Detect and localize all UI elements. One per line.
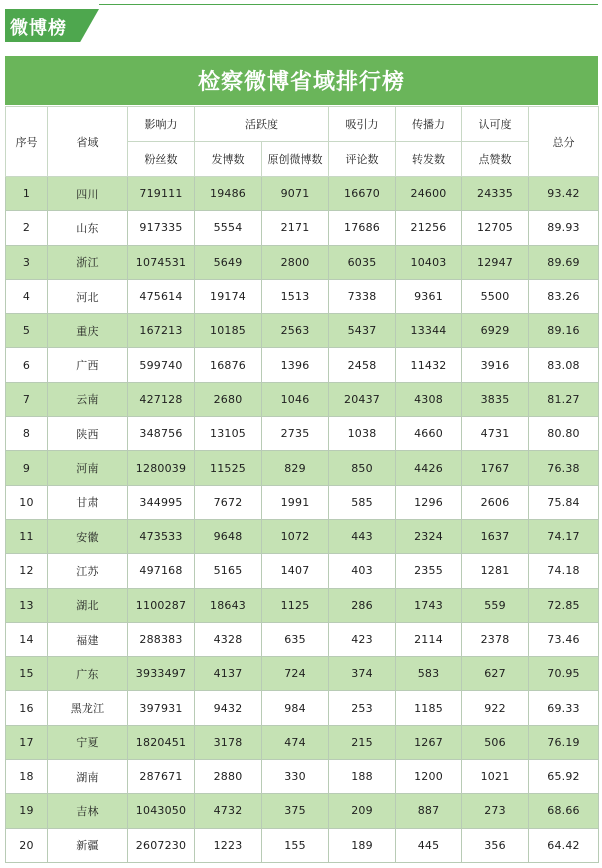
fans-cell: 427128 bbox=[128, 382, 195, 416]
posts-cell: 1223 bbox=[195, 828, 262, 862]
original-cell: 1125 bbox=[262, 588, 329, 622]
fans-cell: 3933497 bbox=[128, 657, 195, 691]
likes-cell: 627 bbox=[462, 657, 529, 691]
header-original: 原创微博数 bbox=[262, 142, 329, 177]
likes-cell: 3835 bbox=[462, 382, 529, 416]
likes-cell: 559 bbox=[462, 588, 529, 622]
rank-cell: 17 bbox=[6, 725, 48, 759]
posts-cell: 19486 bbox=[195, 177, 262, 211]
rank-cell: 7 bbox=[6, 382, 48, 416]
rank-cell: 10 bbox=[6, 485, 48, 519]
original-cell: 1046 bbox=[262, 382, 329, 416]
reposts-cell: 11432 bbox=[396, 348, 462, 382]
reposts-cell: 1296 bbox=[396, 485, 462, 519]
likes-cell: 1281 bbox=[462, 554, 529, 588]
reposts-cell: 2324 bbox=[396, 519, 462, 553]
reposts-cell: 4308 bbox=[396, 382, 462, 416]
original-cell: 829 bbox=[262, 451, 329, 485]
province-cell: 安徽 bbox=[48, 519, 128, 553]
comments-cell: 253 bbox=[329, 691, 396, 725]
province-cell: 江苏 bbox=[48, 554, 128, 588]
comments-cell: 7338 bbox=[329, 279, 396, 313]
likes-cell: 12705 bbox=[462, 211, 529, 245]
total-cell: 73.46 bbox=[529, 622, 599, 656]
original-cell: 2735 bbox=[262, 417, 329, 451]
reposts-cell: 4426 bbox=[396, 451, 462, 485]
fans-cell: 344995 bbox=[128, 485, 195, 519]
comments-cell: 286 bbox=[329, 588, 396, 622]
fans-cell: 917335 bbox=[128, 211, 195, 245]
original-cell: 375 bbox=[262, 794, 329, 828]
fans-cell: 1100287 bbox=[128, 588, 195, 622]
reposts-cell: 4660 bbox=[396, 417, 462, 451]
reposts-cell: 13344 bbox=[396, 314, 462, 348]
rank-cell: 5 bbox=[6, 314, 48, 348]
table-row bbox=[6, 382, 599, 416]
posts-cell: 9648 bbox=[195, 519, 262, 553]
posts-cell: 4328 bbox=[195, 622, 262, 656]
table-row bbox=[6, 760, 599, 794]
comments-cell: 374 bbox=[329, 657, 396, 691]
original-cell: 2800 bbox=[262, 245, 329, 279]
original-cell: 2171 bbox=[262, 211, 329, 245]
top-divider-line bbox=[99, 4, 598, 5]
total-cell: 76.38 bbox=[529, 451, 599, 485]
rank-cell: 18 bbox=[6, 760, 48, 794]
header-rank: 序号 bbox=[6, 107, 48, 177]
reposts-cell: 10403 bbox=[396, 245, 462, 279]
original-cell: 474 bbox=[262, 725, 329, 759]
total-cell: 89.69 bbox=[529, 245, 599, 279]
posts-cell: 18643 bbox=[195, 588, 262, 622]
fans-cell: 1280039 bbox=[128, 451, 195, 485]
table-row bbox=[6, 554, 599, 588]
fans-cell: 599740 bbox=[128, 348, 195, 382]
posts-cell: 5554 bbox=[195, 211, 262, 245]
original-cell: 984 bbox=[262, 691, 329, 725]
table-row bbox=[6, 245, 599, 279]
original-cell: 2563 bbox=[262, 314, 329, 348]
comments-cell: 585 bbox=[329, 485, 396, 519]
comments-cell: 16670 bbox=[329, 177, 396, 211]
comments-cell: 188 bbox=[329, 760, 396, 794]
ranking-table bbox=[5, 106, 599, 863]
fans-cell: 348756 bbox=[128, 417, 195, 451]
original-cell: 330 bbox=[262, 760, 329, 794]
header-influence: 影响力 bbox=[128, 107, 195, 142]
reposts-cell: 445 bbox=[396, 828, 462, 862]
original-cell: 1407 bbox=[262, 554, 329, 588]
reposts-cell: 21256 bbox=[396, 211, 462, 245]
header-reposts: 转发数 bbox=[396, 142, 462, 177]
header-attraction: 吸引力 bbox=[329, 107, 396, 142]
rank-cell: 6 bbox=[6, 348, 48, 382]
likes-cell: 356 bbox=[462, 828, 529, 862]
posts-cell: 2880 bbox=[195, 760, 262, 794]
province-cell: 宁夏 bbox=[48, 725, 128, 759]
table-row bbox=[6, 588, 599, 622]
comments-cell: 6035 bbox=[329, 245, 396, 279]
header-likes: 点赞数 bbox=[462, 142, 529, 177]
likes-cell: 2378 bbox=[462, 622, 529, 656]
posts-cell: 5649 bbox=[195, 245, 262, 279]
posts-cell: 13105 bbox=[195, 417, 262, 451]
header-comments: 评论数 bbox=[329, 142, 396, 177]
original-cell: 1072 bbox=[262, 519, 329, 553]
header-spread: 传播力 bbox=[396, 107, 462, 142]
comments-cell: 215 bbox=[329, 725, 396, 759]
header-fans: 粉丝数 bbox=[128, 142, 195, 177]
original-cell: 155 bbox=[262, 828, 329, 862]
total-cell: 89.16 bbox=[529, 314, 599, 348]
comments-cell: 2458 bbox=[329, 348, 396, 382]
fans-cell: 167213 bbox=[128, 314, 195, 348]
province-cell: 黑龙江 bbox=[48, 691, 128, 725]
total-cell: 75.84 bbox=[529, 485, 599, 519]
posts-cell: 9432 bbox=[195, 691, 262, 725]
posts-cell: 3178 bbox=[195, 725, 262, 759]
province-cell: 新疆 bbox=[48, 828, 128, 862]
province-cell: 甘肃 bbox=[48, 485, 128, 519]
reposts-cell: 1743 bbox=[396, 588, 462, 622]
header-recognition: 认可度 bbox=[462, 107, 529, 142]
posts-cell: 5165 bbox=[195, 554, 262, 588]
posts-cell: 19174 bbox=[195, 279, 262, 313]
province-cell: 河南 bbox=[48, 451, 128, 485]
header-total: 总分 bbox=[529, 107, 599, 177]
fans-cell: 288383 bbox=[128, 622, 195, 656]
total-cell: 80.80 bbox=[529, 417, 599, 451]
fans-cell: 473533 bbox=[128, 519, 195, 553]
posts-cell: 4732 bbox=[195, 794, 262, 828]
table-row bbox=[6, 485, 599, 519]
likes-cell: 922 bbox=[462, 691, 529, 725]
table-row bbox=[6, 725, 599, 759]
rank-cell: 11 bbox=[6, 519, 48, 553]
total-cell: 65.92 bbox=[529, 760, 599, 794]
province-cell: 广东 bbox=[48, 657, 128, 691]
likes-cell: 273 bbox=[462, 794, 529, 828]
likes-cell: 6929 bbox=[462, 314, 529, 348]
reposts-cell: 2355 bbox=[396, 554, 462, 588]
rank-cell: 2 bbox=[6, 211, 48, 245]
table-row bbox=[6, 279, 599, 313]
likes-cell: 4731 bbox=[462, 417, 529, 451]
total-cell: 64.42 bbox=[529, 828, 599, 862]
table-row bbox=[6, 657, 599, 691]
table-title: 检察微博省域排行榜 bbox=[5, 56, 598, 105]
total-cell: 68.66 bbox=[529, 794, 599, 828]
rank-cell: 19 bbox=[6, 794, 48, 828]
reposts-cell: 9361 bbox=[396, 279, 462, 313]
likes-cell: 1637 bbox=[462, 519, 529, 553]
fans-cell: 497168 bbox=[128, 554, 195, 588]
likes-cell: 1767 bbox=[462, 451, 529, 485]
posts-cell: 4137 bbox=[195, 657, 262, 691]
table-row bbox=[6, 348, 599, 382]
province-cell: 广西 bbox=[48, 348, 128, 382]
original-cell: 9071 bbox=[262, 177, 329, 211]
comments-cell: 189 bbox=[329, 828, 396, 862]
fans-cell: 1820451 bbox=[128, 725, 195, 759]
original-cell: 1513 bbox=[262, 279, 329, 313]
original-cell: 1991 bbox=[262, 485, 329, 519]
posts-cell: 7672 bbox=[195, 485, 262, 519]
rank-cell: 3 bbox=[6, 245, 48, 279]
likes-cell: 1021 bbox=[462, 760, 529, 794]
total-cell: 93.42 bbox=[529, 177, 599, 211]
province-cell: 湖北 bbox=[48, 588, 128, 622]
header-posts: 发博数 bbox=[195, 142, 262, 177]
header-province: 省域 bbox=[48, 107, 128, 177]
rank-cell: 12 bbox=[6, 554, 48, 588]
original-cell: 724 bbox=[262, 657, 329, 691]
section-tag: 微博榜 bbox=[10, 18, 67, 39]
rank-cell: 8 bbox=[6, 417, 48, 451]
reposts-cell: 1185 bbox=[396, 691, 462, 725]
table-row bbox=[6, 519, 599, 553]
table-row bbox=[6, 622, 599, 656]
table-row bbox=[6, 691, 599, 725]
province-cell: 河北 bbox=[48, 279, 128, 313]
total-cell: 74.17 bbox=[529, 519, 599, 553]
comments-cell: 17686 bbox=[329, 211, 396, 245]
reposts-cell: 1200 bbox=[396, 760, 462, 794]
province-cell: 吉林 bbox=[48, 794, 128, 828]
total-cell: 74.18 bbox=[529, 554, 599, 588]
comments-cell: 5437 bbox=[329, 314, 396, 348]
province-cell: 山东 bbox=[48, 211, 128, 245]
rank-cell: 13 bbox=[6, 588, 48, 622]
province-cell: 浙江 bbox=[48, 245, 128, 279]
province-cell: 福建 bbox=[48, 622, 128, 656]
comments-cell: 1038 bbox=[329, 417, 396, 451]
reposts-cell: 887 bbox=[396, 794, 462, 828]
rank-cell: 16 bbox=[6, 691, 48, 725]
rank-cell: 14 bbox=[6, 622, 48, 656]
likes-cell: 24335 bbox=[462, 177, 529, 211]
rank-cell: 4 bbox=[6, 279, 48, 313]
table-row bbox=[6, 417, 599, 451]
table-row bbox=[6, 828, 599, 862]
posts-cell: 10185 bbox=[195, 314, 262, 348]
posts-cell: 11525 bbox=[195, 451, 262, 485]
table-row bbox=[6, 794, 599, 828]
province-cell: 重庆 bbox=[48, 314, 128, 348]
likes-cell: 506 bbox=[462, 725, 529, 759]
fans-cell: 475614 bbox=[128, 279, 195, 313]
total-cell: 76.19 bbox=[529, 725, 599, 759]
total-cell: 72.85 bbox=[529, 588, 599, 622]
comments-cell: 443 bbox=[329, 519, 396, 553]
likes-cell: 5500 bbox=[462, 279, 529, 313]
header-activity: 活跃度 bbox=[195, 107, 329, 142]
likes-cell: 2606 bbox=[462, 485, 529, 519]
total-cell: 83.26 bbox=[529, 279, 599, 313]
fans-cell: 1074531 bbox=[128, 245, 195, 279]
rank-cell: 1 bbox=[6, 177, 48, 211]
likes-cell: 12947 bbox=[462, 245, 529, 279]
reposts-cell: 583 bbox=[396, 657, 462, 691]
table-row bbox=[6, 314, 599, 348]
province-cell: 云南 bbox=[48, 382, 128, 416]
comments-cell: 20437 bbox=[329, 382, 396, 416]
original-cell: 635 bbox=[262, 622, 329, 656]
fans-cell: 2607230 bbox=[128, 828, 195, 862]
comments-cell: 209 bbox=[329, 794, 396, 828]
likes-cell: 3916 bbox=[462, 348, 529, 382]
posts-cell: 2680 bbox=[195, 382, 262, 416]
posts-cell: 16876 bbox=[195, 348, 262, 382]
fans-cell: 719111 bbox=[128, 177, 195, 211]
fans-cell: 397931 bbox=[128, 691, 195, 725]
rank-cell: 15 bbox=[6, 657, 48, 691]
reposts-cell: 2114 bbox=[396, 622, 462, 656]
total-cell: 70.95 bbox=[529, 657, 599, 691]
comments-cell: 850 bbox=[329, 451, 396, 485]
fans-cell: 1043050 bbox=[128, 794, 195, 828]
rank-cell: 9 bbox=[6, 451, 48, 485]
fans-cell: 287671 bbox=[128, 760, 195, 794]
table-row bbox=[6, 177, 599, 211]
table-body bbox=[6, 177, 599, 863]
province-cell: 陕西 bbox=[48, 417, 128, 451]
total-cell: 83.08 bbox=[529, 348, 599, 382]
total-cell: 69.33 bbox=[529, 691, 599, 725]
total-cell: 89.93 bbox=[529, 211, 599, 245]
reposts-cell: 24600 bbox=[396, 177, 462, 211]
province-cell: 湖南 bbox=[48, 760, 128, 794]
reposts-cell: 1267 bbox=[396, 725, 462, 759]
comments-cell: 403 bbox=[329, 554, 396, 588]
total-cell: 81.27 bbox=[529, 382, 599, 416]
comments-cell: 423 bbox=[329, 622, 396, 656]
province-cell: 四川 bbox=[48, 177, 128, 211]
table-row bbox=[6, 211, 599, 245]
original-cell: 1396 bbox=[262, 348, 329, 382]
table-row bbox=[6, 451, 599, 485]
rank-cell: 20 bbox=[6, 828, 48, 862]
